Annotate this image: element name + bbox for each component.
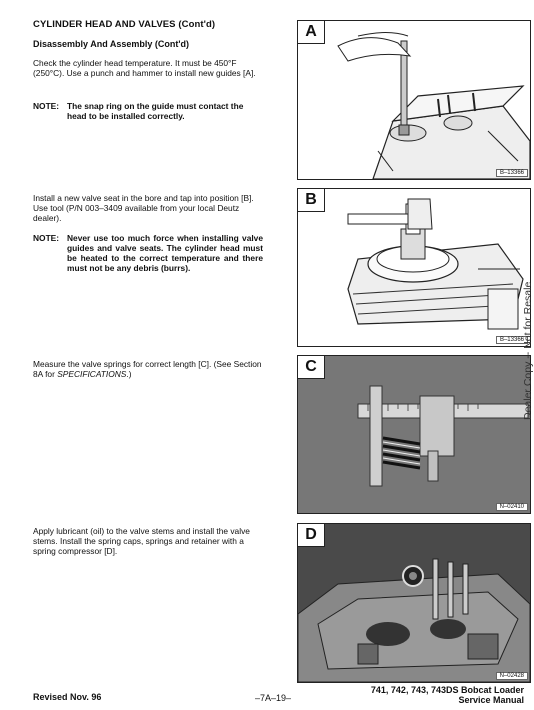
figure-b-caption: B–13366: [496, 336, 528, 344]
figure-a-label: A: [298, 21, 325, 44]
footer-manual: Service Manual: [458, 695, 524, 705]
figure-d-caption: N–02428: [496, 672, 528, 680]
note-text: The snap ring on the guide must contact the head to be installed correctly.: [67, 101, 244, 121]
step-text-b: Install a new valve seat in the bore and tap into position [B]. Use tool (P/N 003–3409 available from your local Deutz dealer).: [33, 193, 254, 223]
note-label: NOTE:: [33, 101, 60, 111]
figure-d-label: D: [298, 524, 325, 547]
note-label: NOTE:: [33, 233, 60, 243]
figure-c-illustration: [298, 356, 530, 513]
note-a: [33, 101, 263, 121]
step-text-c-part2: .): [126, 369, 132, 379]
figure-d: [297, 523, 531, 683]
note-b: [33, 233, 263, 273]
figure-b-label: B: [298, 189, 325, 212]
note-text: Never use too much force when installing valve guides and valve seats. The cylinder head must be heated to the correct temperature and there must not be any debris (burrs).: [67, 233, 263, 273]
step-text-c-em: SPECIFICATIONS: [57, 369, 127, 379]
footer-revised: Revised Nov. 96: [33, 692, 102, 702]
section-subtitle: Disassembly And Assembly (Cont'd): [33, 39, 190, 49]
figure-a-illustration: [298, 21, 530, 179]
footer-title: [371, 685, 524, 705]
section-title: CYLINDER HEAD AND VALVES (Cont'd): [33, 19, 216, 30]
figure-a: [297, 20, 531, 180]
step-text-c: [33, 359, 265, 379]
step-text-a: Check the cylinder head temperature. It must be 450°F (250°C). Use a punch and hammer to install new guides [A].: [33, 58, 256, 78]
footer-page-number: –7A–19–: [255, 693, 292, 703]
step-text-d: Apply lubricant (oil) to the valve stems and install the valve stems. Install the spring caps, springs and retainer with a spring compressor [D].: [33, 526, 250, 556]
figure-b-illustration: [298, 189, 530, 346]
figure-c-caption: N–02410: [496, 503, 528, 511]
dealer-copy-watermark: Dealer Copy -- Not for Resale: [522, 281, 534, 420]
figure-c-label: C: [298, 356, 325, 379]
figure-b: [297, 188, 531, 347]
figure-a-caption: B–13366: [496, 169, 528, 177]
step-text-c-part1: Measure the valve springs for correct length [C]. (See Section 8A for: [33, 359, 262, 379]
footer-model: 741, 742, 743, 743DS Bobcat Loader: [370, 685, 524, 695]
figure-d-illustration: [298, 524, 530, 682]
figure-c: [297, 355, 531, 514]
